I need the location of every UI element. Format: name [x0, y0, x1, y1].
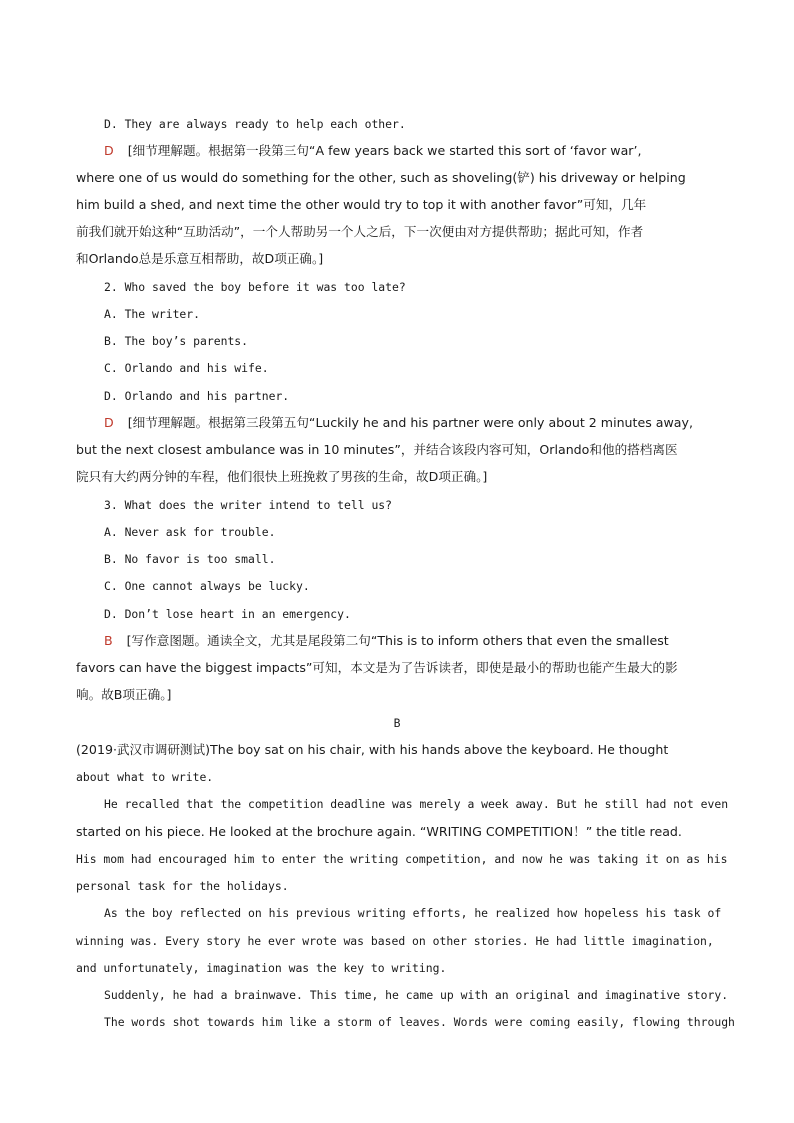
q3-option-a: A. Never ask for trouble.: [104, 525, 276, 539]
passage-line-2: about what to write.: [76, 770, 214, 784]
q3-option-d: D. Don’t lose heart in an emergency.: [104, 607, 351, 621]
q1-explanation-line-5: 和Orlando总是乐意互相帮助，故D项正确。]: [76, 251, 324, 266]
q1-explanation-line-3: him build a shed, and next time the other would try to top it with another favor”可知，几年: [76, 197, 647, 212]
q2-explanation-line-3: 院只有大约两分钟的车程，他们很快上班挽救了男孩的生命，故D项正确。]: [76, 469, 488, 484]
passage-line-9: and unfortunately, imagination was the key to writing.: [76, 961, 447, 975]
passage-line-7: As the boy reflected on his previous writing efforts, he realized how hopeless his task of: [104, 906, 722, 920]
passage-line-4: started on his piece. He looked at the brochure again. “WRITING COMPETITION！” the title read.: [76, 824, 682, 839]
q1-explanation-line-2: where one of us would do something for the other, such as shoveling(铲) his driveway or helping: [76, 170, 686, 185]
q3-option-b: B. No favor is too small.: [104, 552, 276, 566]
q3-stem: 3. What does the writer intend to tell us?: [104, 498, 393, 512]
q2-option-a: A. The writer.: [104, 307, 201, 321]
passage-line-1: (2019·武汉市调研测试)The boy sat on his chair, with his hands above the keyboard. He thought: [76, 742, 669, 757]
passage-line-8: winning was. Every story he ever wrote was based on other stories. He had little imagination,: [76, 934, 714, 948]
q3-explanation-line-3: 响。故B项正确。]: [76, 687, 172, 702]
q3-explanation-line-2: favors can have the biggest impacts”可知，本文是为了告诉读者，即使是最小的帮助也能产生最大的影: [76, 660, 678, 675]
q3-explanation-line-1: B [写作意图题。通读全文，尤其是尾段第二句“This is to inform others that even the smallest: [104, 633, 669, 648]
section-title: B: [393, 716, 401, 730]
passage-line-6: personal task for the holidays.: [76, 879, 289, 893]
q2-stem: 2. Who saved the boy before it was too late?: [104, 280, 406, 294]
q2-explanation-line-2: but the next closest ambulance was in 10 minutes”，并结合该段内容可知，Orlando和他的搭档离医: [76, 442, 678, 457]
q1-explanation-line-4: 前我们就开始这种“互助活动”，一个人帮助另一个人之后，下一次便由对方提供帮助；据此可知，作者: [76, 224, 644, 239]
q2-option-b: B. The boy’s parents.: [104, 334, 249, 348]
q3-option-c: C. One cannot always be lucky.: [104, 579, 310, 593]
q1-option-d: D. They are always ready to help each other.: [104, 117, 406, 131]
q2-answer-key: D: [104, 415, 114, 430]
q1-explanation-line-1: D [细节理解题。根据第一段第三句“A few years back we started this sort of ‘favor war’,: [104, 143, 642, 158]
q1-answer-key: D: [104, 143, 114, 158]
passage-line-3: He recalled that the competition deadline was merely a week away. But he still had not even: [104, 797, 729, 811]
q2-option-d: D. Orlando and his partner.: [104, 389, 290, 403]
passage-line-11: The words shot towards him like a storm of leaves. Words were coming easily, flowing through: [104, 1015, 735, 1029]
passage-line-5: His mom had encouraged him to enter the writing competition, and now he was taking it on as his: [76, 852, 728, 866]
q3-answer-key: B: [104, 633, 113, 648]
q2-explanation-line-1: D [细节理解题。根据第三段第五句“Luckily he and his partner were only about 2 minutes away,: [104, 415, 693, 430]
q2-option-c: C. Orlando and his wife.: [104, 361, 269, 375]
passage-line-10: Suddenly, he had a brainwave. This time, he came up with an original and imaginative story.: [104, 988, 729, 1002]
